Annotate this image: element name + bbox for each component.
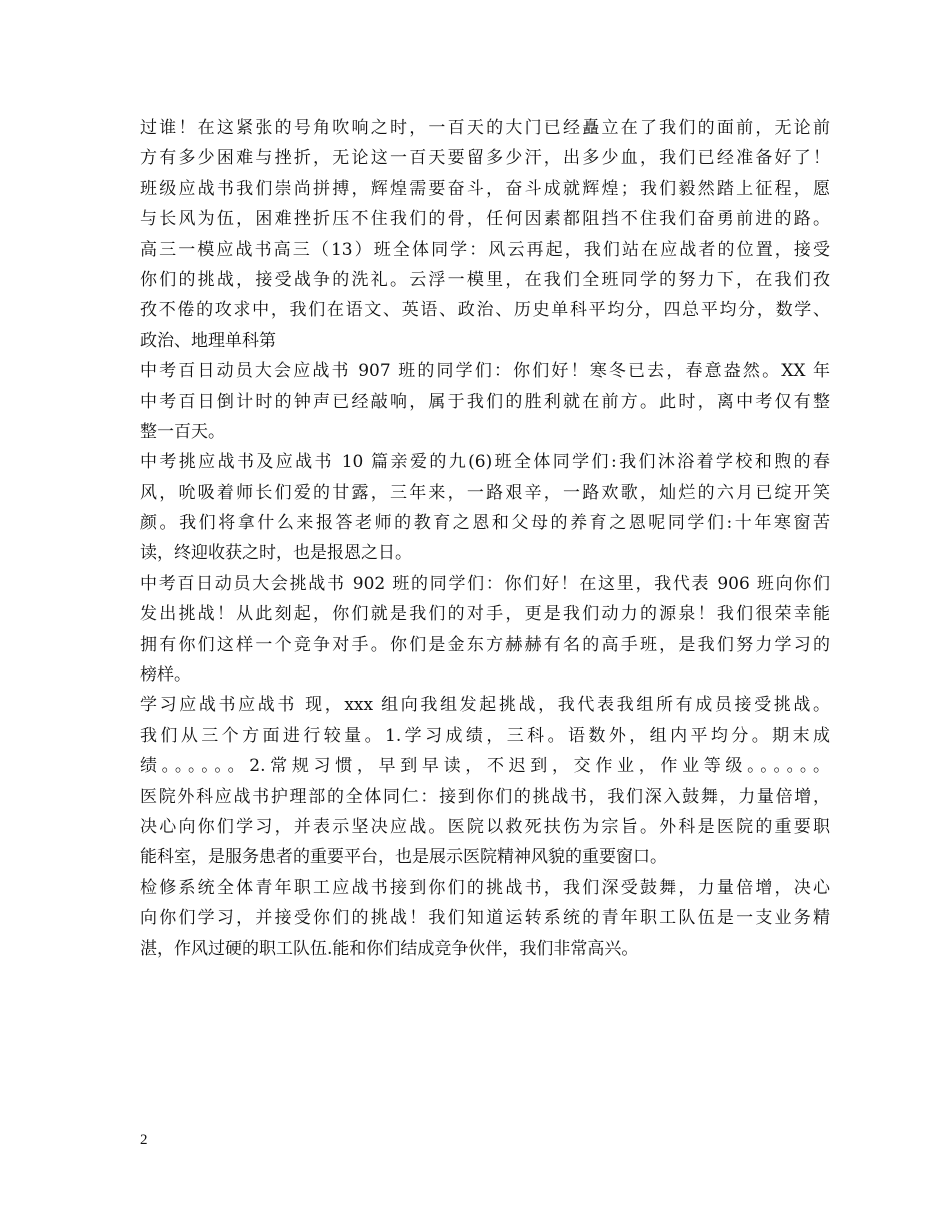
text-line: 整一百天。 xyxy=(140,421,225,442)
text-line: 能科室，是服务患者的重要平台，也是展示医院精神风貌的重要窗口。 xyxy=(140,847,667,868)
text-line: 读，终迎收获之时，也是报恩之日。 xyxy=(140,543,412,564)
text-line: 中考挑应战书及应战书 10 篇亲爱的九(6)班全体同学们:我们沐浴着学校和煦的春 xyxy=(140,452,830,473)
text-line: 风，吮吸着师长们爱的甘露，三年来，一路艰辛，一路欢歌，灿烂的六月已绽开笑 xyxy=(140,482,830,503)
text-line: 绩。。。。。。2.常规习惯，早到早读，不迟到，交作业，作业等级。。。。。。 xyxy=(140,756,830,777)
text-line: 孜不倦的攻求中，我们在语文、英语、政治、历史单科平均分，四总平均分，数学、 xyxy=(140,300,830,321)
body-text xyxy=(140,113,830,964)
text-line: 榜样。 xyxy=(140,665,191,686)
text-line: 班级应战书我们崇尚拼搏，辉煌需要奋斗，奋斗成就辉煌；我们毅然踏上征程，愿 xyxy=(140,178,830,199)
text-line: 学习应战书应战书 现，xxx 组向我组发起挑战，我代表我组所有成员接受挑战。 xyxy=(140,695,830,716)
text-line: 湛，作风过硬的职工队伍.能和你们结成竞争伙伴，我们非常高兴。 xyxy=(140,938,639,959)
text-line: 发出挑战！从此刻起，你们就是我们的对手，更是我们动力的源泉！我们很荣幸能 xyxy=(140,604,830,625)
text-line: 颜。我们将拿什么来报答老师的教育之恩和父母的养育之恩呢同学们:十年寒窗苦 xyxy=(140,513,830,534)
text-line: 拥有你们这样一个竞争对手。你们是金东方赫赫有名的高手班，是我们努力学习的 xyxy=(140,634,830,655)
text-line: 向你们学习，并接受你们的挑战！我们知道运转系统的青年职工队伍是一支业务精 xyxy=(140,908,830,929)
text-line: 检修系统全体青年职工应战书接到你们的挑战书，我们深受鼓舞，力量倍增，决心 xyxy=(140,877,830,898)
text-line: 过谁！在这紧张的号角吹响之时，一百天的大门已经矗立在了我们的面前，无论前 xyxy=(140,118,830,138)
text-line: 你们的挑战，接受战争的洗礼。云浮一模里，在我们全班同学的努力下，在我们孜 xyxy=(140,269,830,290)
text-line: 方有多少困难与挫折，无论这一百天要留多少汗，出多少血，我们已经准备好了！ xyxy=(140,148,830,169)
text-line: 决心向你们学习，并表示坚决应战。医院以救死扶伤为宗旨。外科是医院的重要职 xyxy=(140,816,830,837)
text-line: 我们从三个方面进行较量。1.学习成绩，三科。语数外，组内平均分。期末成 xyxy=(140,725,830,746)
text-line: 与长风为伍，困难挫折压不住我们的骨，任何因素都阻挡不住我们奋勇前进的路。 xyxy=(140,209,830,230)
text-line: 高三一模应战书高三（13）班全体同学：风云再起，我们站在应战者的位置，接受 xyxy=(140,239,830,260)
text-line: 政治、地理单科第 xyxy=(140,330,276,351)
text-line: 中考百日倒计时的钟声已经敲响，属于我们的胜利就在前方。此时，离中考仅有整 xyxy=(140,391,830,412)
text-line: 医院外科应战书护理部的全体同仁：接到你们的挑战书，我们深入鼓舞，力量倍增， xyxy=(140,786,830,807)
text-line: 中考百日动员大会应战书 907 班的同学们：你们好！寒冬已去，春意盎然。XX 年 xyxy=(140,361,830,382)
page-number: 2 xyxy=(140,1132,148,1148)
text-line: 中考百日动员大会挑战书 902 班的同学们：你们好！在这里，我代表 906 班向你们 xyxy=(140,573,830,594)
